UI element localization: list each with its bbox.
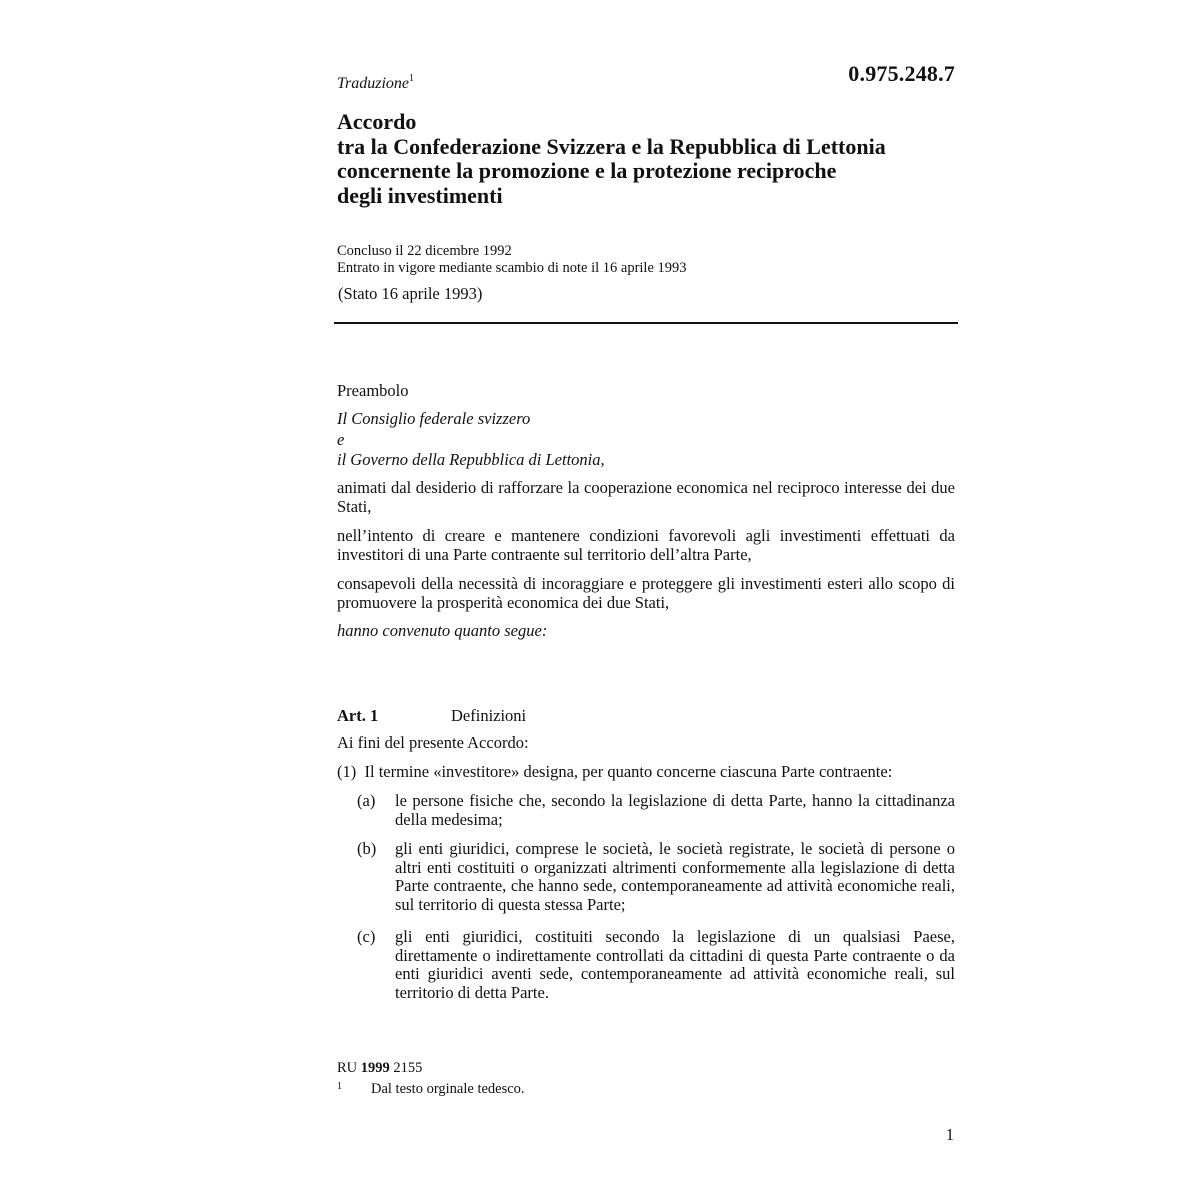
item-text: gli enti giuridici, comprese le società, le società registrate, le società di persone o altri enti costituiti o organizzati altrimenti conformemente alla legislazione di detta Parte contraente, che hanno sede, contemporaneamente ad attività economiche reali, sul territorio di questa stessa Parte; — [395, 839, 955, 914]
translation-footnote-mark: 1 — [409, 73, 415, 84]
ru-year: 1999 — [360, 1060, 390, 1076]
preamble-paragraph-1: animati dal desiderio di rafforzare la cooperazione economica nel reciproco interesse dei due Stati, — [337, 478, 955, 516]
item-label: (c) — [357, 927, 376, 946]
ru-page: 2155 — [393, 1060, 423, 1076]
preamble-heading: Preambolo — [337, 381, 409, 400]
article-intro: Ai fini del presente Accordo: — [337, 733, 529, 752]
article-title: Definizioni — [451, 706, 527, 725]
list-item — [357, 792, 955, 829]
status-date: (Stato 16 aprile 1993) — [338, 284, 483, 303]
list-item — [357, 840, 955, 914]
item-text: gli enti giuridici, costituiti secondo la legislazione di un qualsiasi Paese, direttamente o indirettamente controllati da cittadini di questa Parte contraente o da enti giuridici aventi sede, contemporaneamente ad attività economiche reali, sul territorio di detta Parte. — [395, 927, 955, 1002]
ru-prefix: RU — [337, 1060, 358, 1076]
preamble-party-2: il Governo della Repubblica di Lettonia, — [337, 450, 605, 469]
document-meta — [337, 243, 687, 277]
item-text: le persone fisiche che, secondo la legislazione di detta Parte, hanno la cittadinanza della medesima; — [395, 791, 955, 829]
translation-text: Traduzione — [337, 75, 410, 92]
list-item — [357, 928, 955, 1002]
title-line: Accordo — [337, 109, 417, 134]
document-number: 0.975.248.7 — [848, 61, 955, 86]
title-line: tra la Confederazione Svizzera e la Repubblica di Lettonia — [337, 133, 886, 159]
preamble-conjunction: e — [337, 430, 345, 449]
item-label: (b) — [357, 839, 377, 858]
article-1-heading — [337, 706, 526, 726]
document-title — [337, 110, 977, 208]
preamble-party-1: Il Consiglio federale svizzero — [337, 409, 531, 428]
page-number: 1 — [945, 1125, 954, 1144]
footnote-text: Dal testo orginale tedesco. — [371, 1081, 525, 1097]
footnote — [337, 1081, 525, 1098]
ru-reference — [337, 1060, 422, 1077]
entry-into-force: Entrato in vigore mediante scambio di note il 16 aprile 1993 — [337, 260, 687, 276]
preamble-paragraph-3: consapevoli della necessità di incoraggiare e proteggere gli investimenti esteri allo scopo di promuovere la prosperità economica dei due Stati, — [337, 574, 955, 612]
preamble-agreed: hanno convenuto quanto segue: — [337, 621, 548, 640]
translation-label — [337, 75, 414, 93]
article-paragraph-1: (1) Il termine «investitore» designa, per quanto concerne ciascuna Parte contraente: — [337, 762, 893, 781]
item-label: (a) — [357, 791, 376, 810]
concluded-date: Concluso il 22 dicembre 1992 — [337, 243, 512, 259]
footnote-mark: 1 — [337, 1081, 342, 1092]
title-line: concernente la promozione e la protezione reciproche — [337, 158, 837, 183]
article-number: Art. 1 — [337, 706, 379, 725]
header-divider — [334, 322, 958, 324]
preamble-paragraph-2: nell’intento di creare e mantenere condizioni favorevoli agli investimenti effettuati da investitori di una Parte contraente sul territorio dell’altra Parte, — [337, 526, 955, 564]
title-line: degli investimenti — [337, 182, 503, 208]
